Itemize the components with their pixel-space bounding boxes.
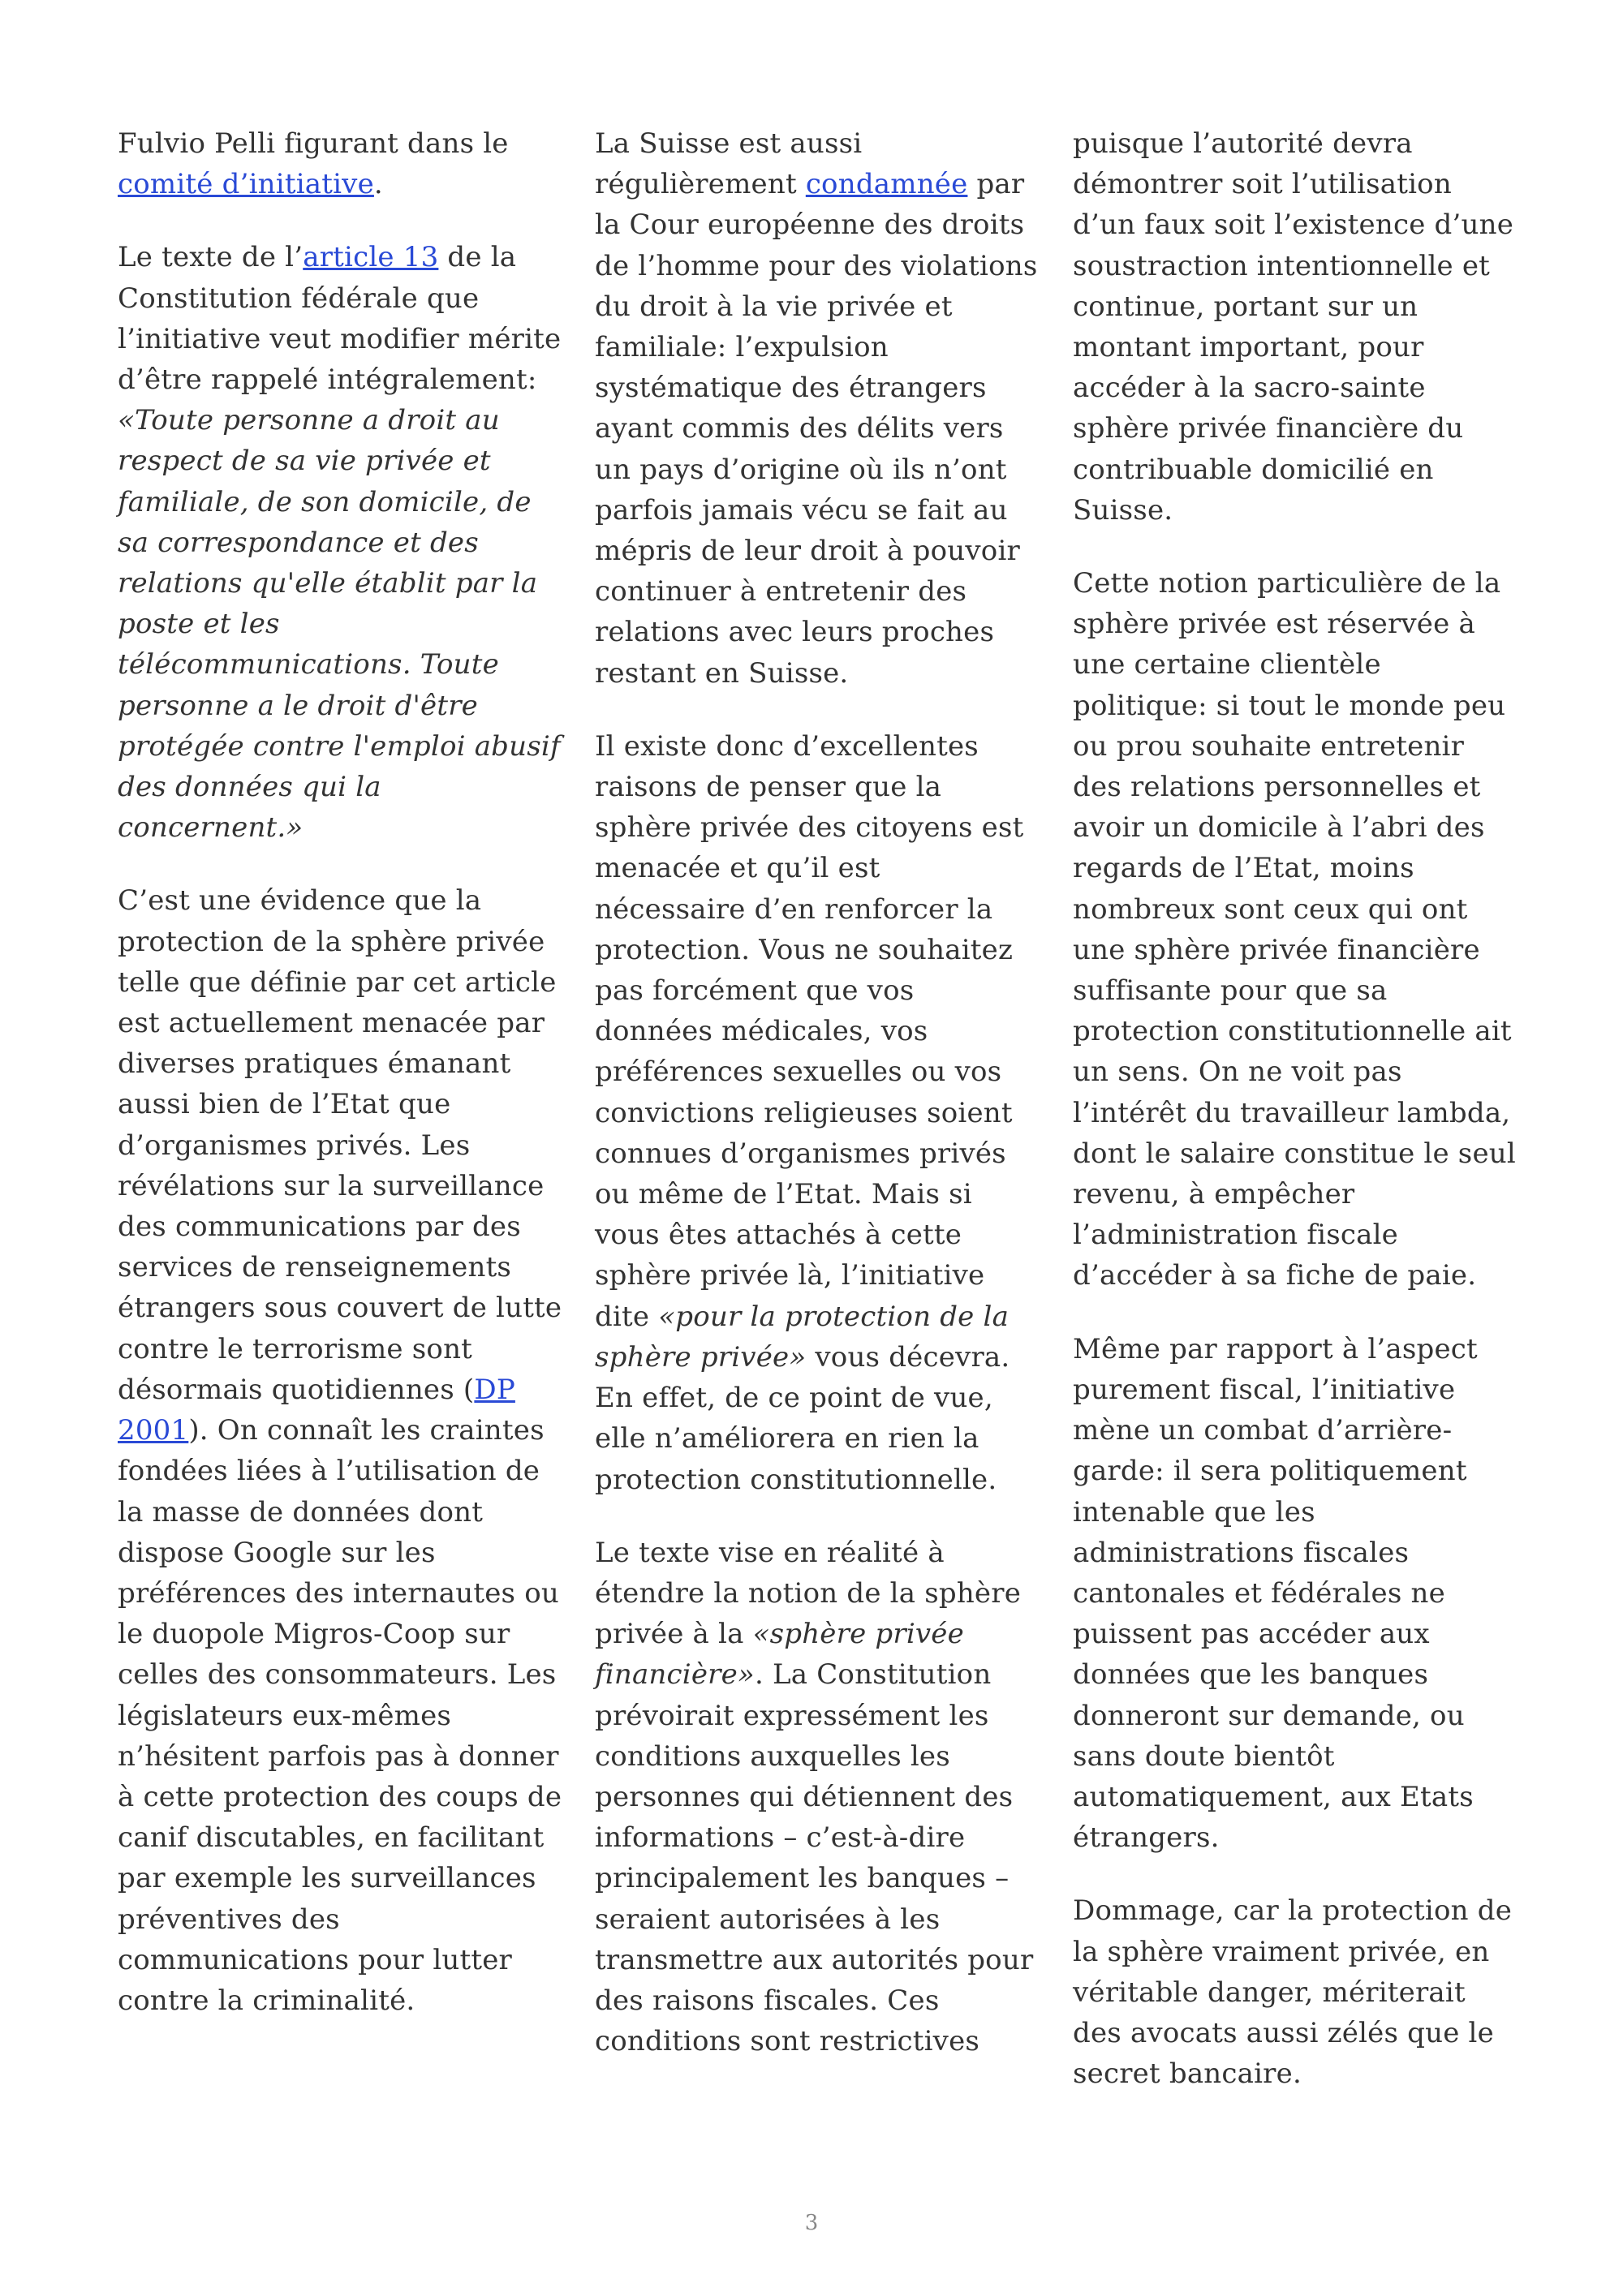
text-run: . La Constitution prévoirait expressément les conditions auxquelles les personnes qui détiennent des informations – c’est-à-dire principalement les banques – seraient autorisées à les transmettre aux autorités pour des raisons fiscales. Ces conditions sont restrictives	[595, 1658, 1034, 2058]
article-column-1	[118, 123, 562, 2053]
sphere-financiere-quote: «sphère privée financière»	[595, 1618, 964, 1692]
text-run: .	[373, 168, 383, 201]
paragraph	[118, 237, 562, 848]
paragraph	[118, 123, 562, 204]
page-number: 3	[804, 2211, 819, 2235]
constitution-quote: «Toute personne a droit au respect de sa vie privée et familiale, de son domicile, de sa correspondance et des relations qu'elle établit par la poste et les télécommunications. Toute personne a le droit d'être protégée contre l'emploi abusif des données qui la concernent.»	[118, 404, 561, 845]
text-run: vous décevra. En effet, de ce point de vue, elle n’améliorera en rien la protection constitutionnelle.	[595, 1340, 1010, 1496]
paragraph	[118, 880, 562, 2021]
text-run: Le texte de l’	[118, 241, 304, 274]
paragraph: Même par rapport à l’aspect purement fiscal, l’initiative mène un combat d’arrière-garde: il sera politiquement intenable que les administrations fiscales cantonales et fédérales ne puissent pas accéder aux données que les banques donneront sur demande, ou sans doute bientôt automatiquement, aux Etats étrangers.	[1073, 1332, 1478, 1855]
link-condamnee[interactable]: condamnée	[805, 168, 968, 201]
paragraph	[595, 1533, 1040, 2062]
text-run: La Suisse est aussi régulièrement	[595, 127, 863, 201]
link-dp-2001[interactable]: DP 2001	[118, 1373, 515, 1447]
text-run: de la Constitution fédérale que l’initiative veut modifier mérite d’être rappelé intégralement:	[118, 241, 562, 397]
paragraph	[595, 726, 1040, 1500]
text-run: ). On connaît les craintes fondées liées à l’utilisation de la masse de données dont dispose Google sur les préférences des internautes ou le duopole Migros-Coop sur celles des consommateurs. Les législateurs eux-mêmes n’hésitent parfois pas à donner à cette protection des coups de canif discutables, en facilitant par exemple les surveillances préventives des communications pour lutter contre la criminalité.	[118, 1414, 562, 2017]
paragraph: Dommage, car la protection de la sphère vraiment privée, en véritable danger, mériterait des avocats aussi zélés que le secret bancaire.	[1073, 1894, 1513, 2091]
text-run: Le texte vise en réalité à étendre la notion de la sphère privée à la	[595, 1536, 1022, 1651]
paragraph: Cette notion particulière de la sphère privée est réservée à une certaine clientèle politique: si tout le monde peu ou prou souhaite entretenir des relations personnelles et avoir un domicile à l’abri des regards de l’Etat, moins nombreux sont ceux qui ont une sphère privée financière suffisante pour que sa protection constitutionnelle ait un sens. On ne voit pas l’intérêt du travailleur lambda, dont le salaire constitue le seul revenu, à empêcher l’administration fiscale d’accéder à sa fiche de paie.	[1073, 567, 1516, 1292]
initiative-name-quote: «pour la protection de la sphère privée»	[595, 1300, 1010, 1374]
paragraph: puisque l’autorité devra démontrer soit l’utilisation d’un faux soit l’existence d’une soustraction intentionnelle et continue, portant sur un montant important, pour accéder à la sacro-sainte sphère privée financière du contribuable domicilié en Suisse.	[1073, 127, 1514, 527]
text-run: Fulvio Pelli figurant dans le	[118, 127, 509, 160]
article-column-2	[595, 123, 1040, 2094]
link-article-13[interactable]: article 13	[303, 241, 439, 274]
text-run: Il existe donc d’excellentes raisons de penser que la sphère privée des citoyens est menacée et qu’il est nécessaire d’en renforcer la protection. Vous ne souhaitez pas forcément que vos données médicales, vos préférences sexuelles ou vos convictions religieuses soient connues d’organismes privés ou même de l’Etat. Mais si vous êtes attachés à cette sphère privée là, l’initiative dite	[595, 729, 1024, 1333]
article-column-3	[1073, 123, 1518, 2126]
link-comite-initiative[interactable]: comité d’initiative	[118, 168, 374, 201]
text-run: par la Cour européenne des droits de l’homme pour des violations du droit à la vie privée et familiale: l’expulsion systématique des étrangers ayant commis des délits vers un pays d’origine où ils n’ont parfois jamais vécu se fait au mépris de leur droit à pouvoir continuer à entretenir des relations avec leurs proches restant en Suisse.	[595, 168, 1038, 690]
paragraph	[595, 123, 1040, 694]
text-run: C’est une évidence que la protection de la sphère privée telle que définie par cet article est actuellement menacée par diverses pratiques émanant aussi bien de l’Etat que d’organismes privés. Les révélations sur la surveillance des communications par des services de renseignements étrangers sous couvert de lutte contre le terrorisme sont désormais quotidiennes (	[118, 884, 562, 1406]
